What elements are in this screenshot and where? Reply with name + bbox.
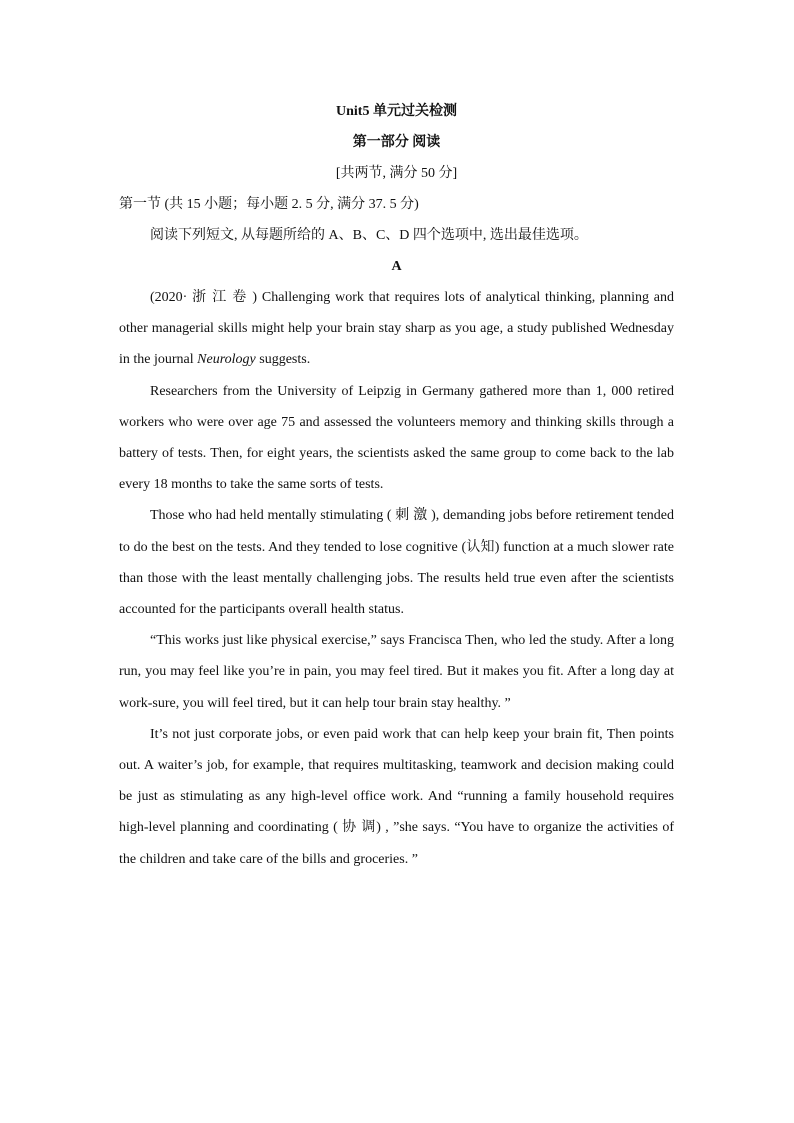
part-note: [共两节, 满分 50 分] bbox=[335, 166, 458, 181]
document-title: Unit5 单元过关检测 bbox=[336, 104, 457, 119]
paragraph-4: “This works just like physical exercise,” says Francisca Then, who led the study. After a long run, you may feel like you’re in pain, you may feel tired. But it makes you fit. After a long day at work-sure, you will feel tired, but it can help tour brain stay healthy. ” bbox=[119, 633, 674, 711]
paragraph-1 bbox=[119, 282, 674, 376]
document-page bbox=[119, 96, 674, 875]
paragraph-2: Researchers from the University of Leipzig in Germany gathered more than 1, 000 retired workers who were over age 75 and assessed the volunteers memory and thinking skills through a battery of tests. Then, for eight years, the scientists asked the same group to come back to the lab every 18 months to take the same sorts of tests. bbox=[119, 383, 674, 493]
part-heading: 第一部分 阅读 bbox=[352, 135, 441, 150]
instruction-text: 阅读下列短文, 从每题所给的 A、B、C、D 四个选项中, 选出最佳选项。 bbox=[150, 228, 588, 243]
paragraph-1-end: suggests. bbox=[255, 352, 311, 368]
paragraph-5: It’s not just corporate jobs, or even paid work that can help keep your brain fit, Then points out. A waiter’s job, for example, that requires multitasking, teamwork and decision making could be just as stimulating as any high-level office work. And “running a family household requires high-level planning and coordinating ( 协 调) , ”she says. “You have to organize the activities of the children and take care of the bills and groceries. ” bbox=[119, 726, 674, 867]
journal-name: Neurology bbox=[197, 352, 256, 368]
passage-label: A bbox=[391, 259, 402, 274]
section-heading: 第一节 (共 15 小题；每小题 2. 5 分, 满分 37. 5 分) bbox=[119, 197, 419, 212]
paragraph-1-text: (2020· 浙 江 卷 ) Challenging work that requires lots of analytical thinking, planning and other managerial skills might help your brain stay sharp as you age, a study published Wednesday in the journal bbox=[119, 290, 674, 368]
paragraph-3: Those who had held mentally stimulating ( 刺 激 ), demanding jobs before retirement tended to do the best on the tests. And they tended to lose cognitive (认知) function at a much slower rate than those with the least mentally challenging jobs. The results held true even after the scientists accounted for the participants overall health status. bbox=[119, 508, 674, 618]
